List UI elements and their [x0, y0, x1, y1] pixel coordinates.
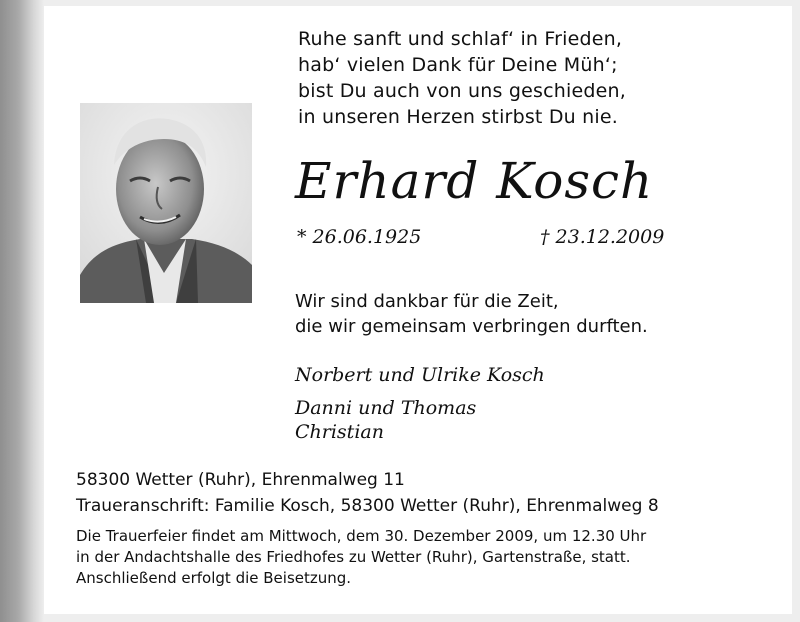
poem-line: Ruhe sanft und schlaf‘ in Frieden,: [298, 28, 623, 50]
birth-date: * 26.06.1925: [297, 226, 422, 248]
funeral-service-info: [76, 526, 646, 589]
thanks-text: [295, 289, 648, 339]
family-line: Christian: [295, 421, 384, 443]
service-line: Anschließend erfolgt die Beisetzung.: [76, 569, 352, 587]
service-line: in der Andachtshalle des Friedhofes zu Wetter (Ruhr), Gartenstraße, statt.: [76, 548, 631, 566]
service-line: Die Trauerfeier findet am Mittwoch, dem 30. Dezember 2009, um 12.30 Uhr: [76, 527, 647, 545]
deceased-name: Erhard Kosch: [295, 152, 654, 210]
thanks-line: Wir sind dankbar für die Zeit,: [295, 291, 559, 312]
address-block: [76, 467, 659, 519]
mourning-address: Traueranschrift: Familie Kosch, 58300 Wetter (Ruhr), Ehrenmalweg 8: [76, 496, 659, 516]
poem-line: hab‘ vielen Dank für Deine Müh‘;: [298, 54, 618, 76]
death-date: † 23.12.2009: [540, 226, 665, 248]
residence-address: 58300 Wetter (Ruhr), Ehrenmalweg 11: [76, 470, 405, 490]
portrait-photo: [80, 103, 252, 303]
family-signatures: [295, 362, 545, 444]
poem-line: bist Du auch von uns geschieden,: [298, 80, 626, 102]
thanks-line: die wir gemeinsam verbringen durften.: [295, 316, 648, 337]
family-line: Norbert und Ulrike Kosch: [295, 364, 545, 386]
memorial-poem: [298, 26, 626, 130]
family-line: Danni und Thomas: [295, 397, 477, 419]
poem-line: in unseren Herzen stirbst Du nie.: [298, 106, 618, 128]
